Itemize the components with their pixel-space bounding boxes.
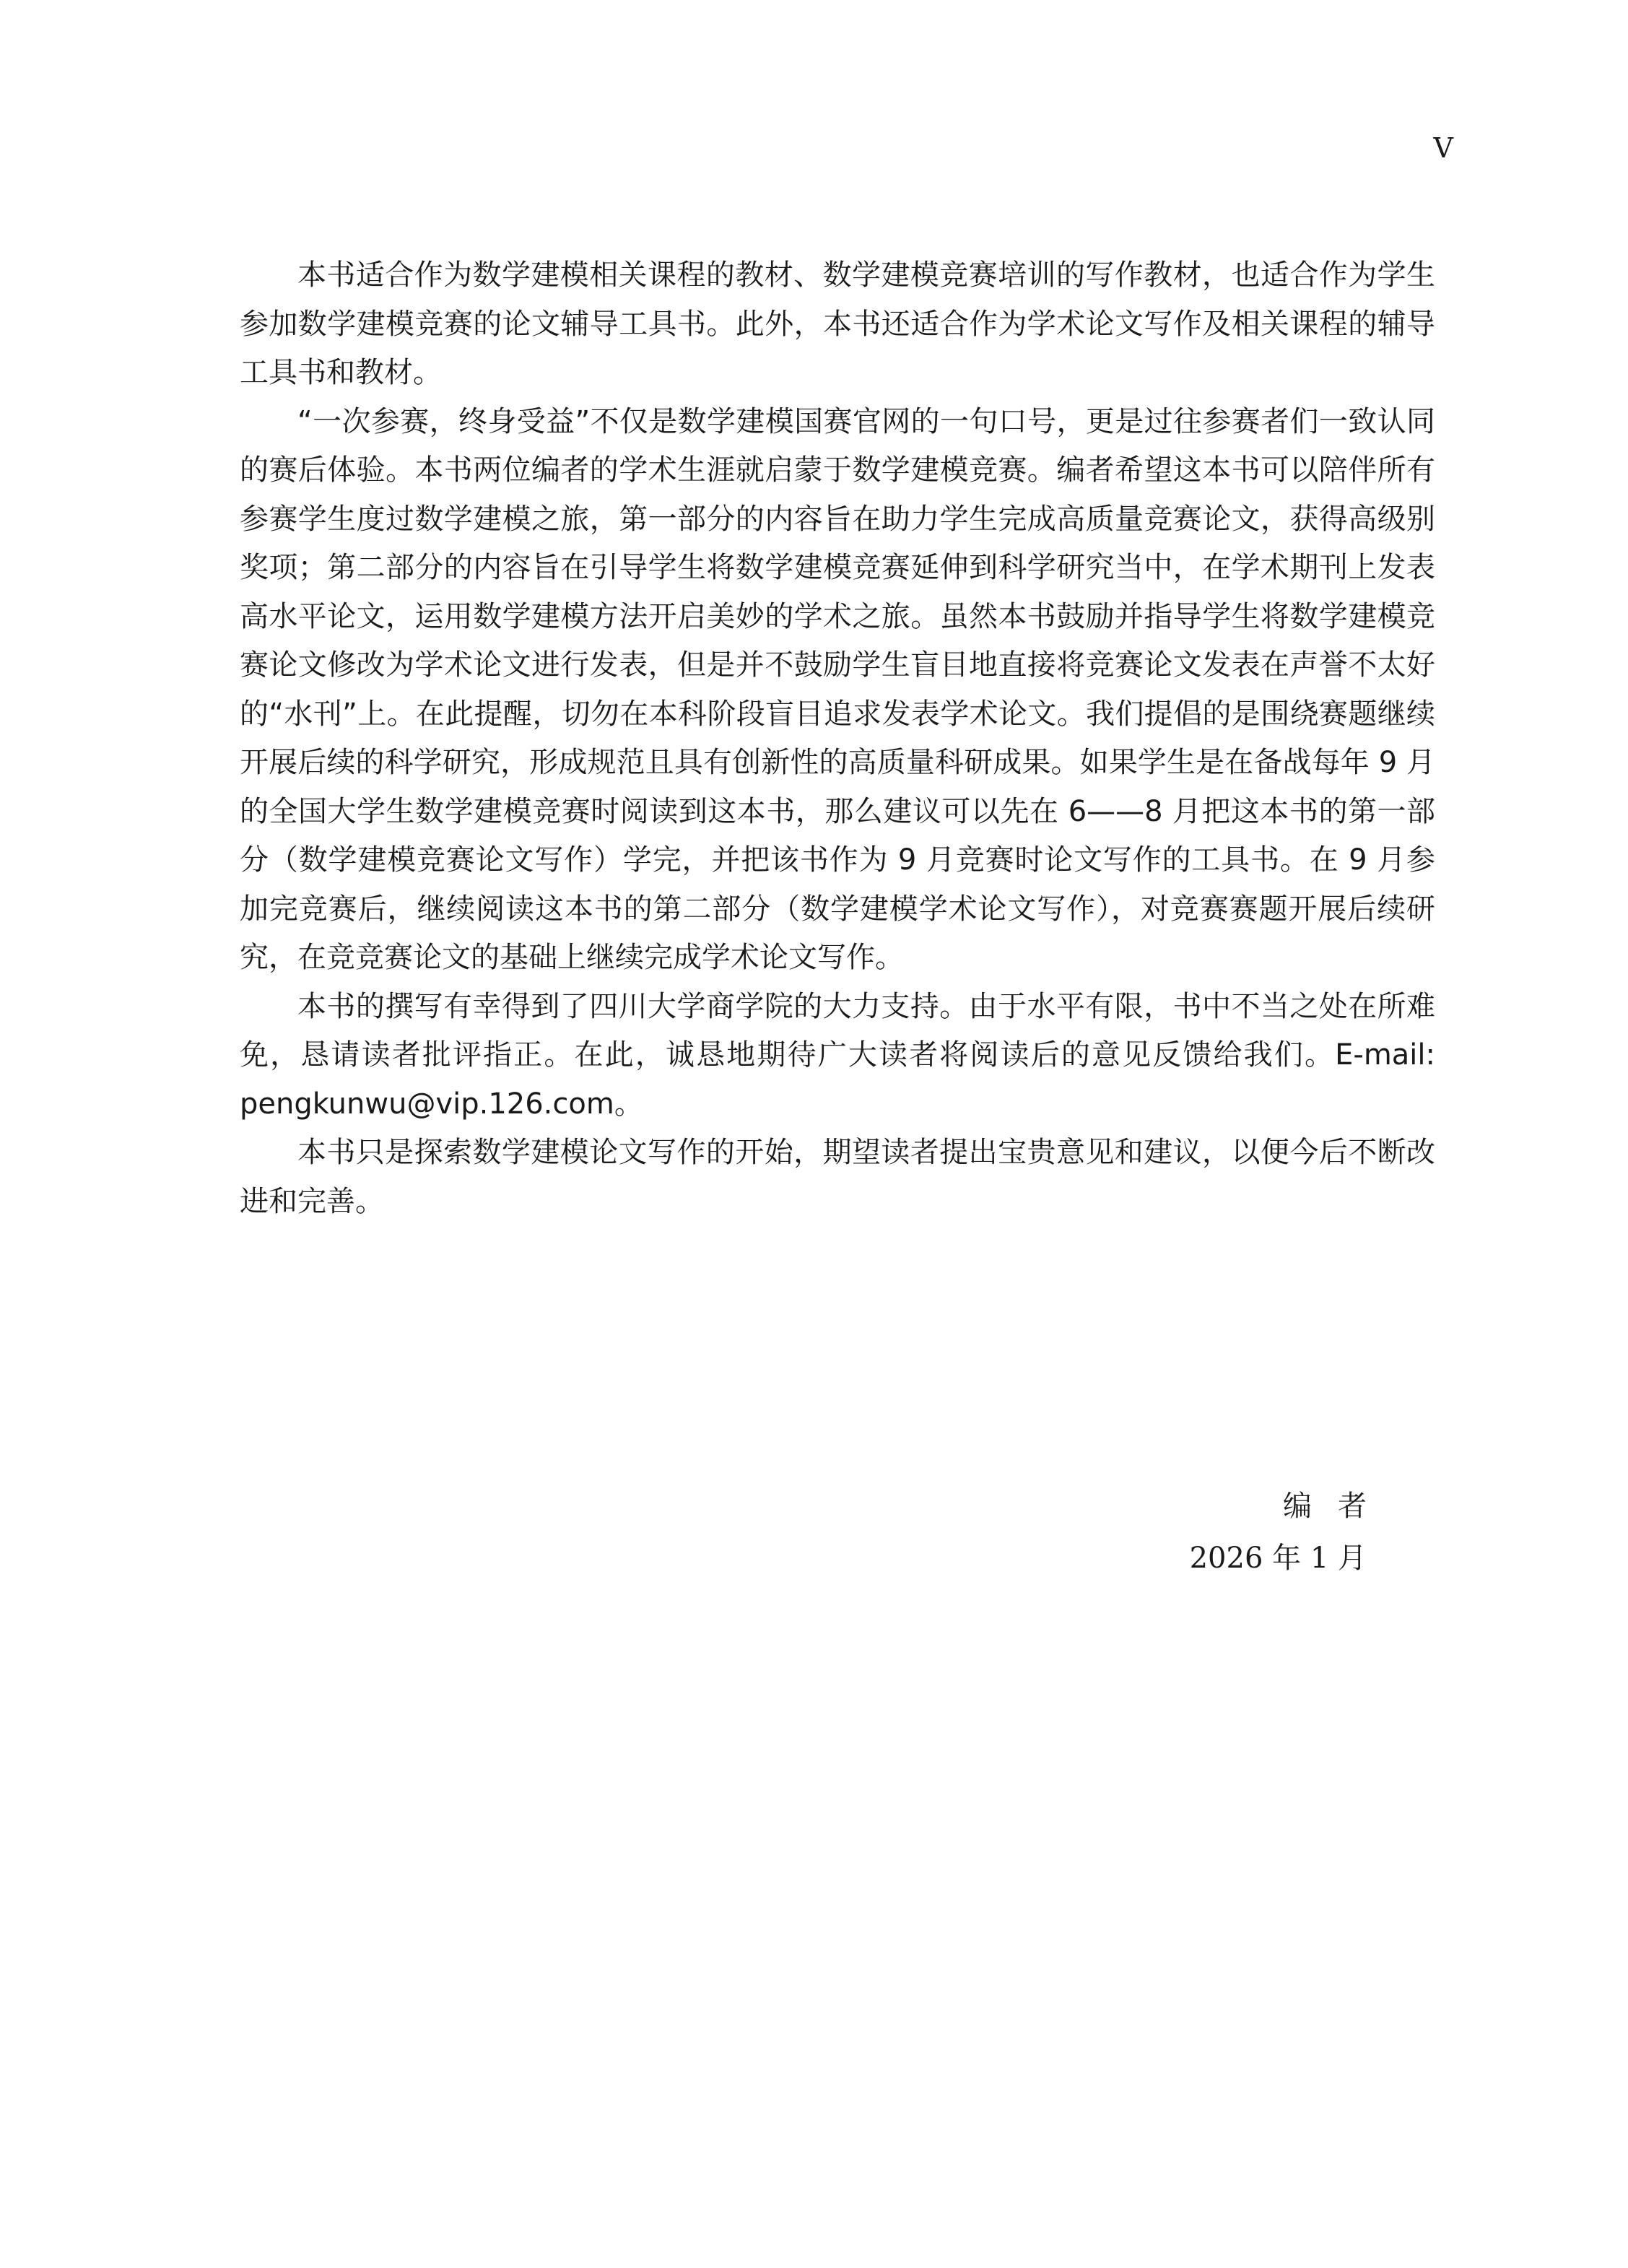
paragraph-intended-use: 本书适合作为数学建模相关课程的教材、数学建模竞赛培训的写作教材，也适合作为学生参加数学建模竞赛的论文辅导工具书。此外，本书还适合作为学术论文写作及相关课程的辅导工具书和教材。 [240,258,1435,389]
page-number: V [1433,132,1453,164]
paragraph-acknowledgement: 本书的撰写有幸得到了四川大学商学院的大力支持。由于水平有限，书中不当之处在所难免，恳请读者批评指正。在此，诚恳地期待广大读者将阅读后的意见反馈给我们。E-mail: pengkunwu@vip.126.com。 [240,989,1435,1121]
paragraph-competition-journey: “一次参赛，终身受益”不仅是数学建模国赛官网的一句口号，更是过往参赛者们一致认同的赛后体验。本书两位编者的学术生涯就启蒙于数学建模竞赛。编者希望这本书可以陪伴所有参赛学生度过数学建模之旅，第一部分的内容旨在助力学生完成高质量竞赛论文，获得高级别奖项；第二部分的内容旨在引导学生将数学建模竞赛延伸到科学研究当中，在学术期刊上发表高水平论文，运用数学建模方法开启美妙的学术之旅。虽然本书鼓励并指导学生将数学建模竞赛论文修改为学术论文进行发表，但是并不鼓励学生盲目地直接将竞赛论文发表在声誉不太好的“水刊”上。在此提醒，切勿在本科阶段盲目追求发表学术论文。我们提倡的是围绕赛题继续开展后续的科学研究，形成规范且具有创新性的高质量科研成果。如果学生是在备战每年 9 月的全国大学生数学建模竞赛时阅读到这本书，那么建议可以先在 6——8 月把这本书的第一部分（数学建模竞赛论文写作）学完，并把该书作为 9 月竞赛时论文写作的工具书。在 9 月参加完竞赛后，继续阅读这本书的第二部分（数学建模学术论文写作），对竞赛赛题开展后续研究，在竞竞赛论文的基础上继续完成学术论文写作。 [240,404,1435,974]
paragraph-closing: 本书只是探索数学建模论文写作的开始，期望读者提出宝贵意见和建议，以便今后不断改进和完善。 [240,1136,1435,1218]
preface-body [240,251,1435,1226]
signature-date: 2026 年 1 月 [1189,1542,1367,1575]
signature-author: 编者 [1283,1490,1393,1523]
